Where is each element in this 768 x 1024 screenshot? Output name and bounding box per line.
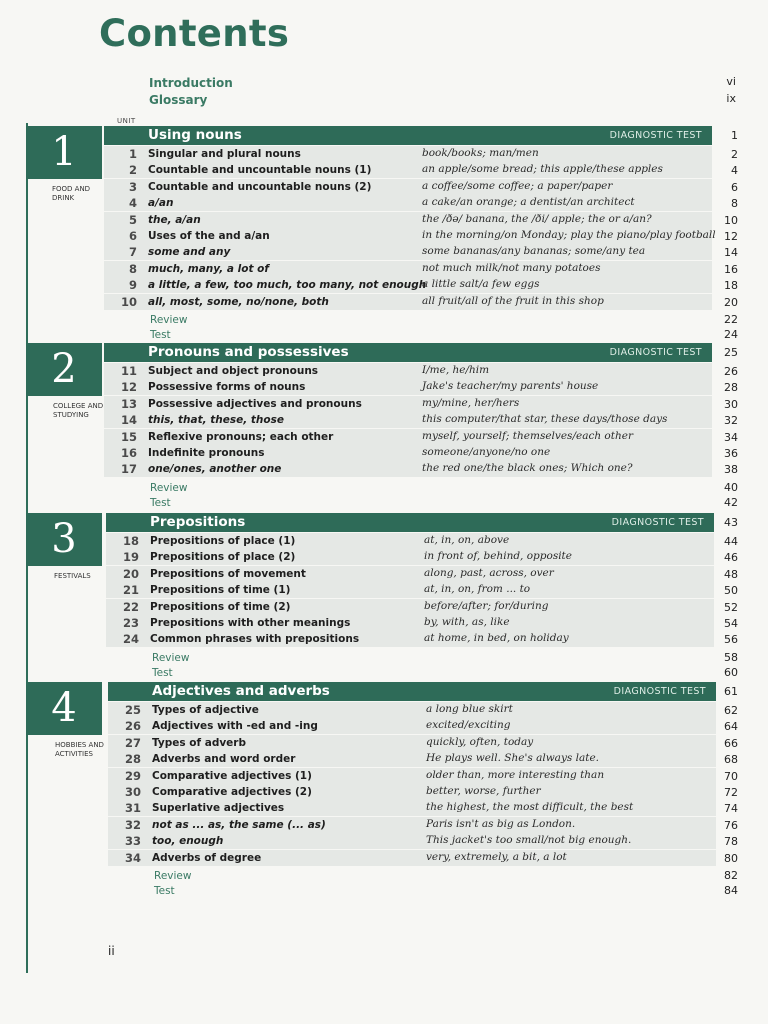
lesson-row[interactable] (104, 146, 712, 162)
diagnostic-test-page: 1 (731, 129, 738, 142)
lesson-number: 26 (124, 719, 141, 734)
lesson-topic: Indefinite pronouns (148, 447, 265, 459)
test-page: 84 (724, 884, 738, 897)
lesson-example: a long blue skirt (426, 703, 513, 715)
lesson-row[interactable] (104, 277, 712, 293)
test-page: 24 (724, 328, 738, 341)
lesson-topic: Comparative adjectives (1) (152, 769, 312, 782)
lesson-number: 10 (120, 294, 137, 309)
lesson-topic: Prepositions of place (2) (150, 551, 296, 564)
review-link[interactable]: Review (150, 314, 188, 326)
lesson-topic: a little, a few, too much, too many, not enough (148, 279, 427, 292)
lesson-page: 48 (724, 567, 738, 581)
lesson-number: 24 (122, 632, 139, 647)
review-page: 22 (724, 313, 738, 326)
lesson-topic: Common phrases with prepositions (150, 633, 360, 646)
test-link[interactable]: Test (150, 329, 171, 341)
lesson-page: 56 (724, 633, 738, 647)
lesson-example: at, in, on, from ... to (424, 583, 531, 596)
lesson-number: 19 (122, 550, 139, 565)
lesson-row[interactable] (104, 212, 712, 228)
lesson-page: 20 (724, 295, 738, 309)
lesson-page: 80 (724, 851, 738, 865)
front-matter-introduction-page: vi (726, 75, 736, 88)
lesson-topic: Adverbs and word order (152, 753, 296, 766)
lesson-page: 26 (724, 365, 738, 378)
lesson-number: 16 (120, 446, 137, 460)
lesson-example: quickly, often, today (426, 735, 534, 748)
lesson-topic: not as ... as, the same (... as) (152, 818, 326, 831)
lesson-number: 14 (120, 413, 137, 428)
lesson-number: 23 (122, 616, 139, 630)
lesson-topic: Prepositions of movement (150, 567, 306, 580)
lesson-number: 28 (124, 752, 141, 767)
lesson-page: 62 (724, 704, 738, 717)
lesson-example: a little salt/a few eggs (422, 278, 540, 291)
lesson-number: 8 (128, 261, 137, 276)
lesson-topic: the, a/an (148, 213, 201, 226)
lesson-topic: Countable and uncountable nouns (1) (148, 164, 372, 177)
lesson-example: before/after; for/during (424, 599, 549, 612)
lesson-topic: Prepositions of place (1) (150, 535, 296, 547)
lesson-example: in the morning/on Monday; play the piano/play football (422, 229, 716, 241)
lesson-row[interactable] (106, 615, 714, 631)
lesson-row[interactable] (104, 363, 712, 379)
lesson-example: He plays well. She's always late. (426, 752, 599, 765)
lesson-example: not much milk/not many potatoes (422, 261, 601, 274)
diagnostic-test-label: DIAGNOSTIC TEST (611, 517, 704, 528)
lesson-page: 76 (724, 818, 738, 832)
lesson-number: 5 (128, 212, 137, 227)
lesson-example: a coffee/some coffee; a paper/paper (422, 179, 613, 192)
front-matter-glossary-page: ix (726, 92, 736, 105)
lesson-page: 6 (731, 180, 738, 194)
unit-theme: FOOD AND DRINK (52, 185, 91, 202)
lesson-page: 28 (724, 381, 738, 395)
lesson-row[interactable] (106, 533, 714, 549)
review-page: 82 (724, 869, 738, 882)
lesson-page: 74 (724, 802, 738, 816)
lesson-page: 18 (724, 279, 738, 293)
lesson-row[interactable] (108, 735, 716, 751)
lesson-number: 4 (128, 196, 137, 211)
lesson-page: 30 (724, 397, 738, 411)
unit-title: Adjectives and adverbs (152, 683, 330, 699)
test-page: 60 (724, 665, 738, 679)
lesson-number: 31 (124, 801, 141, 816)
lesson-topic: Comparative adjectives (2) (152, 786, 312, 798)
lesson-topic: Superlative adjectives (152, 802, 285, 815)
lesson-topic: all, most, some, no/none, both (148, 295, 329, 308)
test-link[interactable]: Test (152, 666, 173, 679)
lesson-example: along, past, across, over (424, 566, 554, 579)
lesson-number: 20 (122, 566, 139, 581)
lesson-example: some bananas/any bananas; some/any tea (422, 245, 646, 258)
lesson-example: book/books; man/men (422, 147, 539, 159)
diagnostic-test-label: DIAGNOSTIC TEST (609, 347, 702, 358)
lesson-number: 9 (128, 278, 137, 293)
lesson-example: older than, more interesting than (426, 768, 605, 781)
lesson-number: 17 (120, 462, 137, 477)
lesson-number: 12 (120, 380, 137, 395)
lesson-topic: much, many, a lot of (148, 262, 269, 275)
lesson-topic: this, that, these, those (148, 414, 284, 427)
lesson-row[interactable] (104, 261, 712, 277)
test-link[interactable]: Test (154, 885, 175, 897)
review-link[interactable]: Review (150, 481, 188, 494)
lesson-number: 32 (124, 817, 141, 832)
lesson-topic: Possessive forms of nouns (148, 381, 306, 394)
test-page: 42 (724, 495, 738, 509)
lesson-example: a cake/an orange; a dentist/an architect (422, 196, 635, 209)
lesson-page: 8 (731, 197, 738, 211)
diagnostic-test-page: 43 (724, 516, 738, 529)
lesson-example: better, worse, further (426, 785, 541, 797)
lesson-example: the highest, the most difficult, the best (426, 801, 634, 814)
lesson-row[interactable] (104, 244, 712, 260)
diagnostic-test-page: 61 (724, 685, 738, 698)
unit-number-box: 4 (26, 682, 102, 735)
lesson-topic: Adverbs of degree (152, 851, 262, 864)
lesson-example: my/mine, her/hers (422, 396, 520, 409)
lesson-row[interactable] (104, 461, 712, 477)
lesson-topic: Types of adjective (152, 704, 259, 716)
review-page: 40 (724, 480, 738, 494)
lesson-row[interactable] (104, 445, 712, 461)
lesson-page: 34 (724, 430, 738, 444)
lesson-example: an apple/some bread; this apple/these apples (422, 163, 663, 176)
lesson-row[interactable] (104, 412, 712, 428)
unit-header[interactable] (106, 513, 714, 532)
lesson-page: 14 (724, 246, 738, 260)
review-link[interactable]: Review (152, 651, 190, 664)
lesson-example: in front of, behind, opposite (424, 550, 572, 563)
lesson-number: 18 (122, 534, 139, 548)
lesson-topic: too, enough (152, 835, 224, 848)
lesson-number: 22 (122, 599, 139, 614)
lesson-topic: Adjectives with -ed and -ing (152, 720, 318, 733)
lesson-example: the red one/the black ones; Which one? (422, 462, 633, 475)
unit-header[interactable] (108, 682, 716, 701)
lesson-row[interactable] (106, 631, 714, 647)
lesson-example: Paris isn't as big as London. (426, 817, 576, 830)
lesson-row[interactable] (106, 549, 714, 565)
lesson-example: Jake's teacher/my parents' house (422, 380, 599, 393)
lesson-row[interactable] (104, 396, 712, 412)
lesson-example: by, with, as, like (424, 616, 510, 628)
lesson-number: 30 (124, 785, 141, 799)
unit-title: Prepositions (150, 514, 246, 530)
lesson-page: 78 (724, 835, 738, 849)
lesson-number: 29 (124, 768, 141, 783)
lesson-page: 64 (724, 720, 738, 734)
lesson-page: 68 (724, 753, 738, 767)
lesson-row[interactable] (104, 294, 712, 310)
lesson-topic: one/ones, another one (148, 463, 282, 476)
lesson-example: This jacket's too small/not big enough. (426, 834, 632, 847)
lesson-example: someone/anyone/no one (422, 446, 551, 458)
lesson-topic: Prepositions with other meanings (150, 617, 351, 629)
lesson-row[interactable] (108, 784, 716, 800)
unit-theme: COLLEGE AND STUDYING (53, 402, 104, 419)
lesson-page: 12 (724, 230, 738, 243)
diagnostic-test-label: DIAGNOSTIC TEST (613, 686, 706, 697)
lesson-example: at, in, on, above (424, 534, 510, 546)
lesson-page: 4 (731, 164, 738, 178)
lesson-row[interactable] (108, 817, 716, 833)
lesson-row[interactable] (104, 228, 716, 244)
lesson-topic: Reflexive pronouns; each other (148, 430, 334, 443)
lesson-topic: a/an (148, 197, 174, 210)
lesson-topic: some and any (148, 246, 231, 259)
page-title: Contents (99, 12, 290, 55)
lesson-number: 3 (128, 179, 137, 194)
review-link[interactable]: Review (154, 870, 192, 882)
unit-number-box: 3 (26, 513, 102, 566)
lesson-row[interactable] (108, 718, 716, 734)
lesson-topic: Types of adverb (152, 736, 247, 749)
diagnostic-test-page: 25 (724, 346, 738, 359)
unit-header[interactable] (104, 126, 712, 145)
lesson-example: the /ðə/ banana, the /ði/ apple; the or a/an? (422, 212, 652, 225)
unit-header[interactable] (104, 343, 712, 362)
lesson-row[interactable] (108, 768, 716, 784)
lesson-number: 15 (120, 429, 137, 444)
lesson-page: 10 (724, 213, 738, 227)
lesson-row[interactable] (104, 379, 712, 395)
lesson-row[interactable] (106, 566, 714, 582)
lesson-page: 72 (724, 786, 738, 799)
lesson-number: 6 (128, 229, 137, 243)
lesson-page: 38 (724, 463, 738, 477)
lesson-row[interactable] (108, 751, 716, 767)
lesson-row[interactable] (108, 850, 716, 866)
lesson-row[interactable] (108, 833, 716, 849)
lesson-row[interactable] (108, 702, 716, 718)
front-matter-glossary[interactable]: Glossary (149, 93, 208, 107)
lesson-row[interactable] (106, 599, 714, 615)
review-page: 58 (724, 650, 738, 664)
lesson-page: 66 (724, 736, 738, 750)
lesson-number: 1 (128, 147, 137, 161)
lesson-number: 7 (128, 245, 137, 260)
lesson-number: 11 (120, 364, 137, 378)
lesson-number: 13 (120, 396, 137, 411)
lesson-row[interactable] (104, 179, 712, 195)
lesson-topic: Countable and uncountable nouns (2) (148, 180, 372, 193)
lesson-topic: Singular and plural nouns (148, 148, 301, 160)
lesson-page: 16 (724, 262, 738, 276)
lesson-page: 54 (724, 617, 738, 630)
lesson-example: I/me, he/him (422, 364, 490, 376)
lesson-page: 36 (724, 447, 738, 460)
unit-number-box: 2 (26, 343, 102, 396)
lesson-row[interactable] (106, 582, 714, 598)
lesson-page: 52 (724, 600, 738, 614)
test-link[interactable]: Test (150, 496, 171, 509)
lesson-page: 50 (724, 584, 738, 598)
lesson-page: 44 (724, 535, 738, 548)
unit-title: Pronouns and possessives (148, 344, 349, 360)
lesson-topic: Prepositions of time (1) (150, 584, 291, 597)
lesson-page: 32 (724, 414, 738, 428)
unit-column-label: UNIT (117, 117, 136, 125)
lesson-example: all fruit/all of the fruit in this shop (422, 294, 604, 307)
lesson-number: 33 (124, 834, 141, 849)
lesson-topic: Possessive adjectives and pronouns (148, 397, 362, 410)
lesson-example: this computer/that star, these days/those days (422, 413, 668, 426)
unit-theme: FESTIVALS (54, 572, 91, 580)
lesson-row[interactable] (104, 429, 712, 445)
unit-theme: HOBBIES AND ACTIVITIES (55, 741, 104, 758)
lesson-row[interactable] (104, 162, 712, 178)
diagnostic-test-label: DIAGNOSTIC TEST (609, 130, 702, 141)
lesson-number: 2 (128, 163, 137, 178)
lesson-number: 34 (124, 850, 141, 865)
lesson-row[interactable] (104, 195, 712, 211)
lesson-number: 27 (124, 735, 141, 750)
lesson-topic: Subject and object pronouns (148, 365, 319, 377)
lesson-page: 46 (724, 551, 738, 565)
lesson-number: 21 (122, 583, 139, 598)
lesson-topic: Uses of the and a/an (148, 230, 270, 242)
front-matter-introduction[interactable]: Introduction (149, 76, 233, 90)
lesson-row[interactable] (108, 800, 716, 816)
page-number: ii (108, 944, 115, 958)
lesson-page: 70 (724, 769, 738, 783)
lesson-number: 25 (124, 703, 141, 717)
unit-title: Using nouns (148, 127, 242, 143)
lesson-example: at home, in bed, on holiday (424, 632, 569, 645)
lesson-page: 2 (731, 148, 738, 161)
lesson-example: myself, yourself; themselves/each other (422, 429, 633, 442)
lesson-example: very, extremely, a bit, a lot (426, 850, 567, 863)
lesson-topic: Prepositions of time (2) (150, 600, 291, 613)
unit-number-box: 1 (26, 126, 102, 179)
lesson-example: excited/exciting (426, 719, 511, 732)
